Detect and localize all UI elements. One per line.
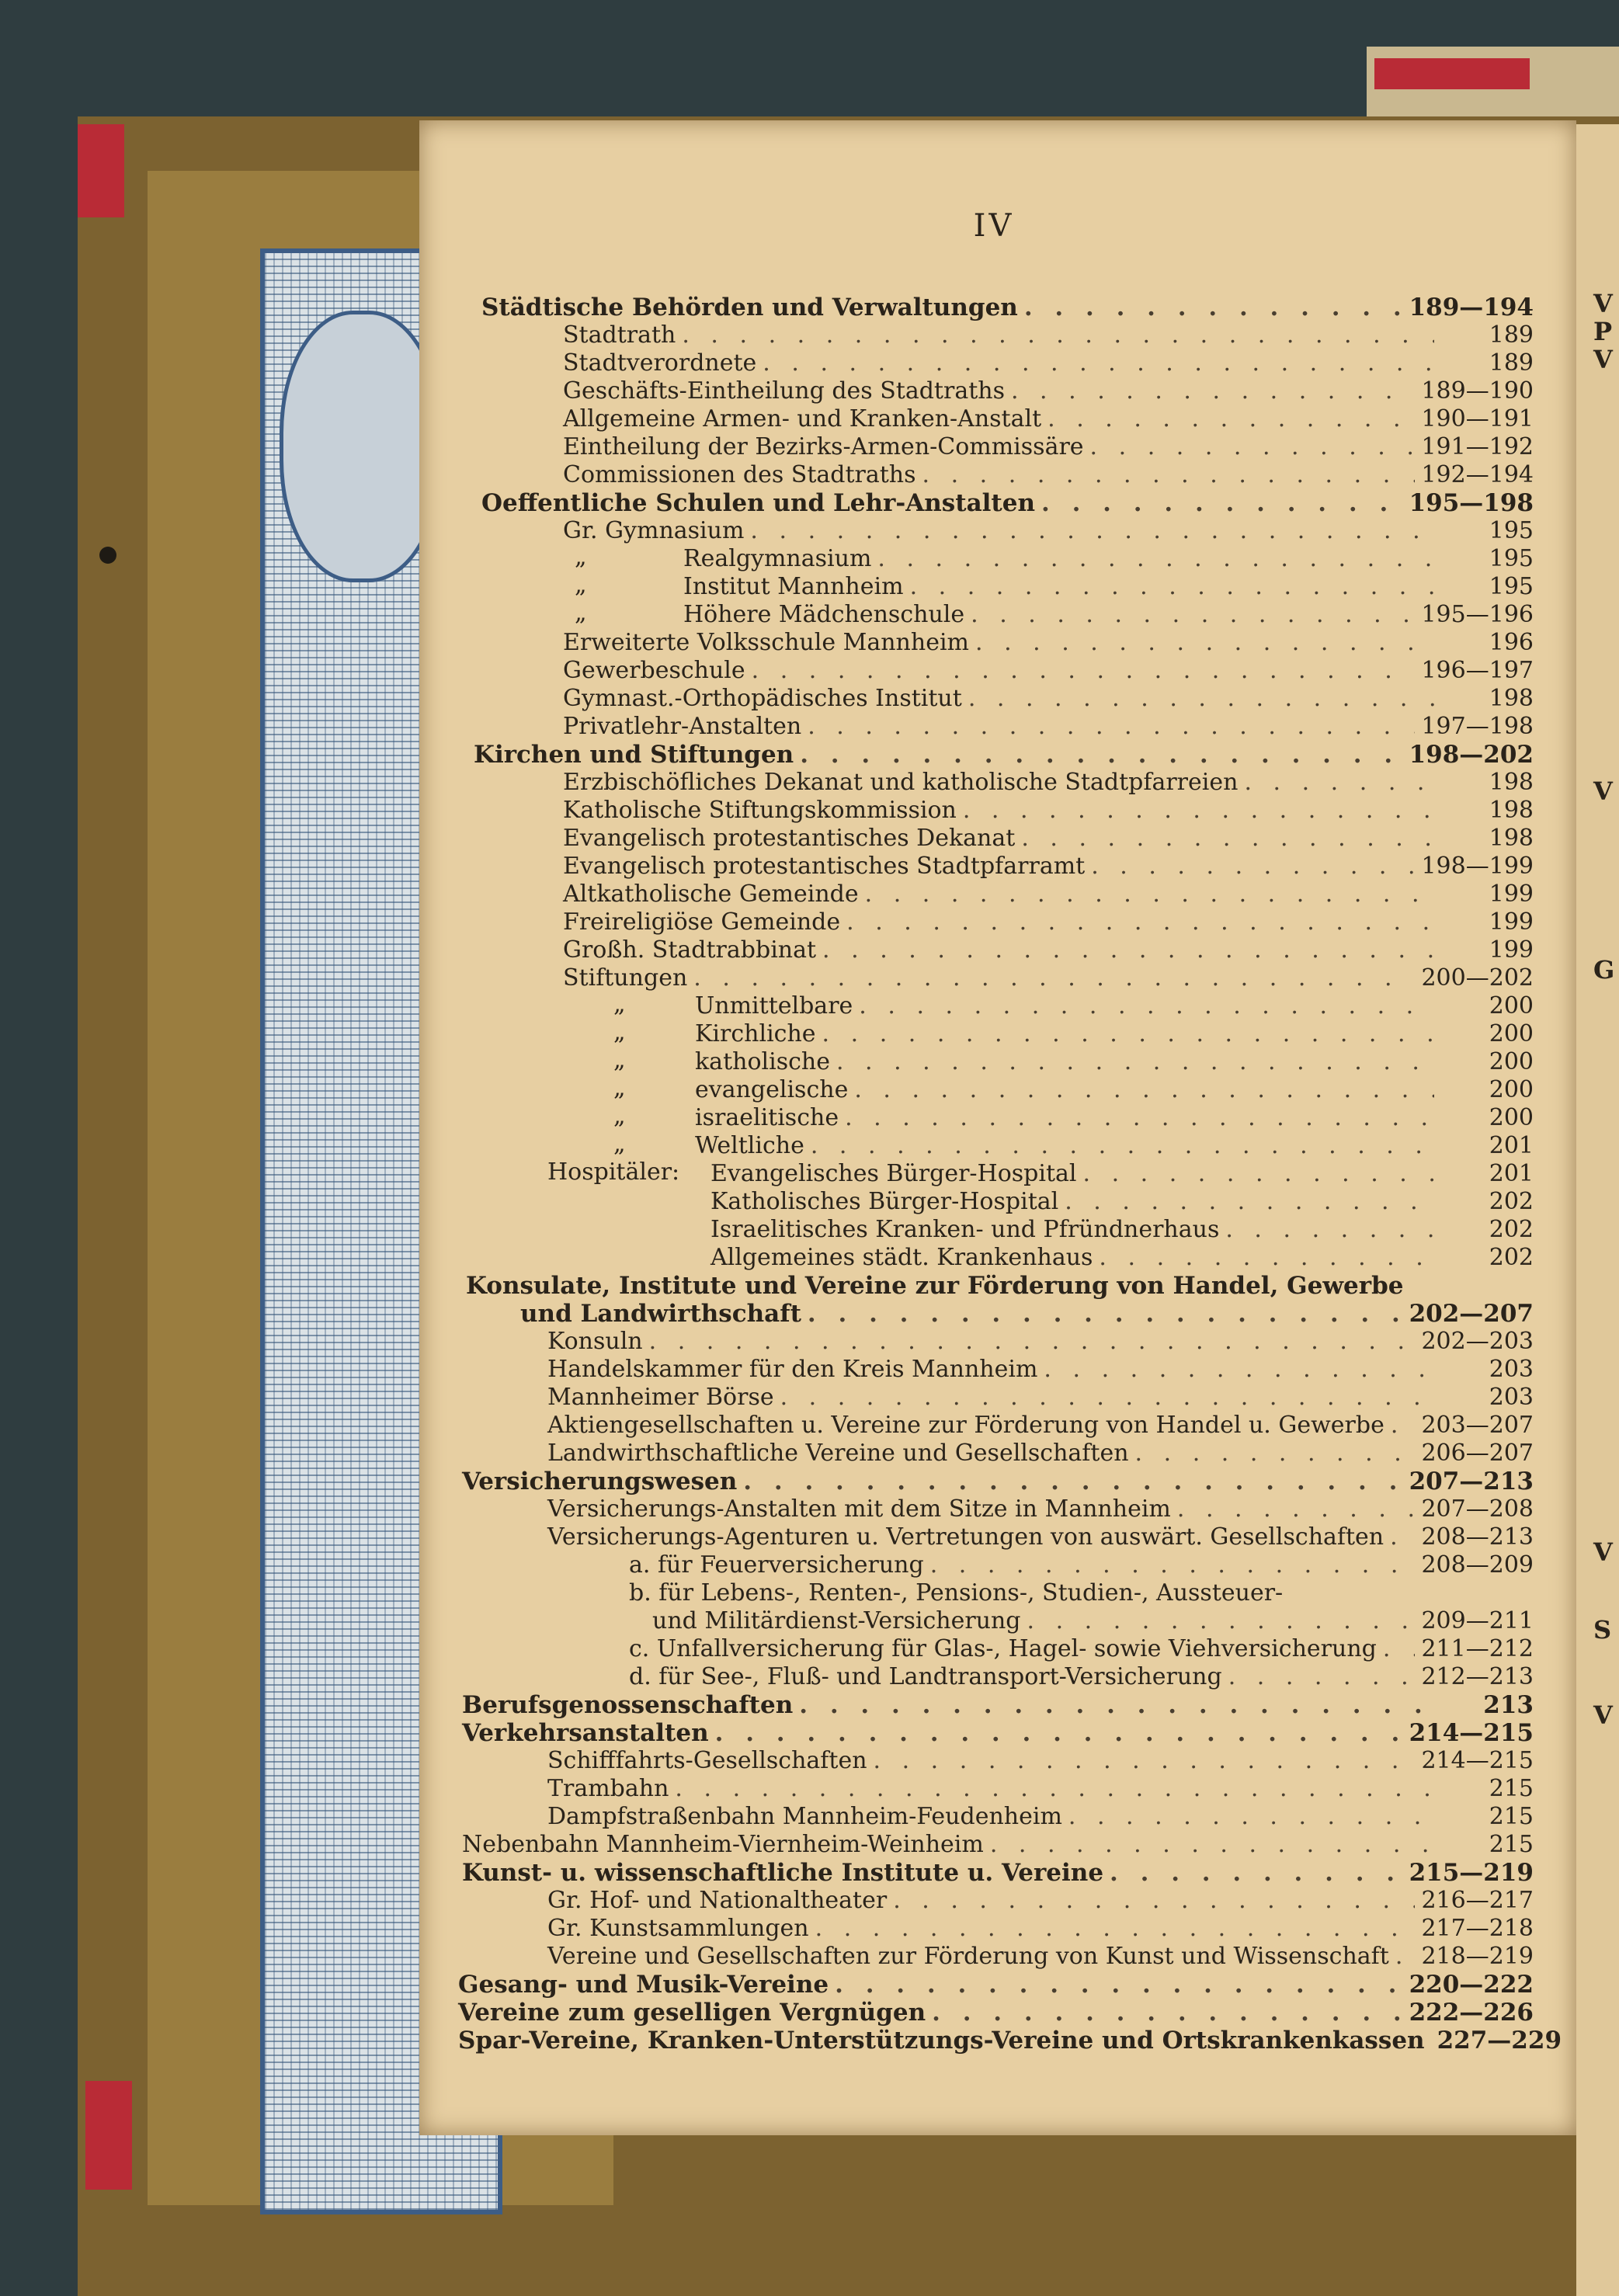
toc-entry-label: Weltliche — [695, 1132, 804, 1159]
toc-entry-label: israelitische — [695, 1104, 839, 1131]
toc-entry-pages: 198 — [1489, 685, 1534, 712]
dot-leader — [1047, 405, 1415, 432]
toc-entry-label: Erzbischöfliches Dekanat und katholische Stadtpfarreien — [563, 769, 1239, 796]
dot-leader — [799, 1691, 1434, 1719]
toc-row — [481, 294, 1534, 321]
toc-entry-label: Gymnast.-Orthopädisches Institut — [563, 685, 962, 712]
dot-leader — [1244, 769, 1434, 796]
toc-row — [547, 1747, 1534, 1775]
toc-row — [563, 405, 1534, 433]
toc-entry-pages: 217—218 — [1421, 1915, 1534, 1942]
toc-row — [563, 657, 1534, 685]
toc-row — [474, 741, 1534, 769]
dot-leader — [930, 1551, 1416, 1579]
toc-row — [563, 881, 1534, 908]
toc-entry-pages: 216—217 — [1421, 1887, 1534, 1914]
toc-entry-label: Katholisches Bürger-Hospital — [710, 1188, 1059, 1215]
toc-entry-label: Stiftungen — [563, 964, 688, 992]
toc-entry-pages: 199 — [1489, 936, 1534, 964]
toc-entry-label: c. Unfallversicherung für Glas-, Hagel- sowie Viehversicherung — [629, 1635, 1377, 1662]
dot-leader — [1391, 1412, 1416, 1439]
dot-leader — [1177, 1495, 1416, 1523]
dot-leader — [859, 992, 1434, 1019]
toc-entry-label: Versicherungs-Agenturen u. Vertretungen von auswärt. Gesellschaften — [547, 1523, 1384, 1551]
toc-entry-pages: 200 — [1489, 1020, 1534, 1047]
dot-leader — [1024, 294, 1403, 321]
toc-row — [629, 1663, 1534, 1691]
dot-leader — [1021, 825, 1434, 852]
toc-row — [547, 1775, 1534, 1803]
toc-entry-label: Vereine zum geselligen Vergnügen — [458, 1999, 926, 2027]
dot-leader — [743, 1468, 1402, 1495]
toc-entry-marker: „ — [613, 1103, 626, 1130]
dot-leader — [1110, 1859, 1403, 1887]
toc-row — [563, 908, 1534, 936]
toc-entry-pages: 189—190 — [1421, 377, 1534, 405]
dot-leader — [874, 1747, 1416, 1774]
toc-entry-label: Kunst- u. wissenschaftliche Institute u. Vereine — [462, 1859, 1104, 1887]
toc-entry-pages: 208—209 — [1421, 1551, 1534, 1579]
toc-row — [695, 1076, 1534, 1104]
dot-leader — [750, 517, 1434, 544]
dot-leader — [811, 1132, 1434, 1159]
toc-entry-pages: 214—215 — [1409, 1719, 1534, 1747]
facing-page-letter: V — [1593, 1700, 1613, 1730]
toc-row — [563, 797, 1534, 825]
toc-entry-pages: 200 — [1489, 1048, 1534, 1075]
toc-row — [462, 1719, 1534, 1747]
toc-row — [710, 1244, 1534, 1272]
toc-row — [710, 1160, 1534, 1188]
toc-row — [547, 1440, 1534, 1468]
toc-entry-label: Versicherungs-Anstalten mit dem Sitze in Mannheim — [547, 1495, 1171, 1523]
dot-leader — [1225, 1216, 1434, 1243]
facing-page-letter: V — [1593, 776, 1613, 806]
toc-entry-pages: 200 — [1489, 1076, 1534, 1103]
toc-entry-pages: 197—198 — [1421, 713, 1534, 740]
toc-entry-label: Mannheimer Börse — [547, 1384, 774, 1411]
toc-row — [547, 1943, 1534, 1971]
toc-entry-label: Commissionen des Stadtraths — [563, 461, 916, 488]
toc-entry-pages: 209—211 — [1421, 1607, 1534, 1634]
toc-entry-pages: 207—208 — [1421, 1495, 1534, 1523]
toc-entry-label: Vereine und Gesellschaften zur Förderung von Kunst und Wissenschaft — [547, 1943, 1389, 1970]
toc-row — [481, 489, 1534, 517]
dot-leader — [910, 573, 1434, 600]
dot-leader — [845, 1104, 1434, 1131]
toc-entry-pages: 190—191 — [1421, 405, 1534, 432]
toc-entry-pages: 200 — [1489, 1104, 1534, 1131]
toc-entry-label: und Militärdienst-Versicherung — [652, 1607, 1021, 1634]
toc-entry-label: evangelische — [695, 1076, 849, 1103]
toc-row — [710, 1216, 1534, 1244]
toc-entry-pages: 198—202 — [1409, 741, 1534, 769]
toc-row — [563, 685, 1534, 713]
dot-leader — [649, 1328, 1416, 1355]
toc-row — [563, 517, 1534, 545]
dot-leader — [822, 936, 1434, 964]
dot-leader — [808, 1300, 1403, 1328]
toc-entry-label: Freireligiöse Gemeinde — [563, 908, 841, 936]
toc-row — [629, 1635, 1534, 1663]
toc-entry-label: und Landwirthschaft — [520, 1300, 801, 1328]
toc-entry-label: Privatlehr-Anstalten — [563, 713, 802, 740]
toc-entry-label: Stadtrath — [563, 321, 676, 349]
toc-row — [695, 1132, 1534, 1160]
toc-entry-pages: 206—207 — [1421, 1440, 1534, 1467]
toc-entry-pages: 195 — [1489, 517, 1534, 544]
toc-entry-pages: 215—219 — [1409, 1859, 1534, 1887]
toc-row — [563, 964, 1534, 992]
toc-entry-pages: 195—196 — [1421, 601, 1534, 628]
toc-row — [629, 1551, 1534, 1579]
dot-leader — [932, 1999, 1402, 2027]
toc-entry-label: Spar-Vereine, Kranken-Unterstützungs-Vereine und Ortskrankenkassen — [458, 2027, 1425, 2055]
toc-entry-label: a. für Feuerversicherung — [629, 1551, 924, 1579]
dot-leader — [763, 349, 1434, 377]
toc-entry-label: Verkehrsanstalten — [462, 1719, 709, 1747]
dot-leader — [971, 601, 1415, 628]
toc-row — [520, 1300, 1534, 1328]
toc-row — [458, 1999, 1534, 2027]
toc-entry-label: Konsuln — [547, 1328, 643, 1355]
toc-entry-marker: „ — [575, 544, 587, 571]
toc-entry-pages: 203 — [1489, 1356, 1534, 1383]
toc-row — [547, 1384, 1534, 1412]
toc-entry-label: Landwirthschaftliche Vereine und Gesellschaften — [547, 1440, 1129, 1467]
toc-entry-label: Evangelisches Bürger-Hospital — [710, 1160, 1077, 1187]
dot-leader — [1383, 1635, 1416, 1662]
toc-entry-pages: 196 — [1489, 629, 1534, 656]
toc-row — [563, 825, 1534, 853]
dot-leader — [1099, 1244, 1434, 1271]
dot-leader — [780, 1384, 1434, 1411]
dot-leader — [1011, 377, 1415, 405]
dot-leader — [893, 1887, 1415, 1914]
toc-row — [563, 461, 1534, 489]
dot-leader — [1083, 1160, 1434, 1187]
toc-row — [547, 1356, 1534, 1384]
toc-entry-pages: 199 — [1489, 908, 1534, 936]
toc-entry-pages: 189—194 — [1409, 294, 1534, 321]
dot-leader — [968, 685, 1434, 712]
toc-row — [563, 433, 1534, 461]
facing-page-letter: P — [1593, 317, 1613, 346]
toc-entry-label: Katholische Stiftungskommission — [563, 797, 957, 824]
dot-leader — [963, 797, 1434, 824]
toc-row — [563, 769, 1534, 797]
toc-entry-pages: 203 — [1489, 1384, 1534, 1411]
toc-row — [695, 1020, 1534, 1048]
toc-row — [458, 2027, 1562, 2055]
toc-row — [547, 1887, 1534, 1915]
toc-entry-marker: „ — [613, 1131, 626, 1158]
toc-entry-pages: 220—222 — [1409, 1971, 1534, 1999]
toc-entry-pages: 202 — [1489, 1216, 1534, 1243]
toc-entry-pages: 212—213 — [1421, 1663, 1534, 1690]
toc-entry-pages: 198—199 — [1421, 853, 1534, 880]
toc-entry-label: Israelitisches Kranken- und Pfründnerhaus — [710, 1216, 1220, 1243]
toc-entry-label: Gesang- und Musik-Vereine — [458, 1971, 829, 1999]
toc-entry-pages: 198 — [1489, 825, 1534, 852]
dot-leader — [1065, 1188, 1434, 1215]
toc-row — [563, 349, 1534, 377]
toc-entry-pages: 213 — [1483, 1691, 1534, 1719]
toc-row — [563, 853, 1534, 881]
toc-entry-label: Altkatholische Gemeinde — [563, 881, 859, 908]
toc-entry-pages: 211—212 — [1421, 1635, 1534, 1662]
toc-entry-pages: 192—194 — [1421, 461, 1534, 488]
toc-row — [683, 601, 1534, 629]
toc-entry-pages: 202—203 — [1421, 1328, 1534, 1355]
dot-leader — [1041, 489, 1403, 517]
toc-entry-label: Erweiterte Volksschule Mannheim — [563, 629, 969, 656]
toc-row — [695, 1104, 1534, 1132]
toc-row — [710, 1188, 1534, 1216]
toc-entry-pages: 202 — [1489, 1188, 1534, 1215]
toc-entry-label: Konsulate, Institute und Vereine zur Förderung von Handel, Gewerbe — [466, 1272, 1404, 1300]
dot-leader — [682, 321, 1434, 349]
dot-leader — [752, 657, 1416, 684]
dot-leader — [815, 1915, 1416, 1942]
dot-leader — [1044, 1356, 1434, 1383]
toc-entry-marker: Hospitäler: — [547, 1158, 680, 1186]
toc-entry-label: Evangelisch protestantisches Stadtpfarramt — [563, 853, 1086, 880]
toc-entry-pages: 195 — [1489, 573, 1534, 600]
dot-leader — [1090, 433, 1416, 460]
toc-entry-pages: 201 — [1489, 1132, 1534, 1159]
toc-entry-pages: 191—192 — [1421, 433, 1534, 460]
toc-entry-label: Dampfstraßenbahn Mannheim-Feudenheim — [547, 1803, 1062, 1830]
dot-leader — [800, 741, 1402, 769]
toc-entry-label: Oeffentliche Schulen und Lehr-Anstalten — [481, 489, 1036, 517]
facing-page-letter: V — [1593, 1537, 1613, 1567]
toc-row — [695, 1048, 1534, 1076]
toc-entry-pages: 201 — [1489, 1160, 1534, 1187]
toc-row — [547, 1495, 1534, 1523]
toc-entry-pages: 189 — [1489, 349, 1534, 377]
toc-row — [563, 713, 1534, 741]
toc-entry-label: Aktiengesellschaften u. Vereine zur Förderung von Handel u. Gewerbe — [547, 1412, 1384, 1439]
toc-row — [547, 1523, 1534, 1551]
toc-entry-label: Großh. Stadtrabbinat — [563, 936, 817, 964]
toc-entry-label: Gewerbeschule — [563, 657, 745, 684]
toc-entry-label: Höhere Mädchenschule — [683, 601, 965, 628]
toc-entry-pages: 214—215 — [1421, 1747, 1534, 1774]
toc-entry-label: Handelskammer für den Kreis Mannheim — [547, 1356, 1038, 1383]
toc-entry-label: Gr. Kunstsammlungen — [547, 1915, 809, 1942]
toc-row — [695, 992, 1534, 1020]
toc-row — [547, 1328, 1534, 1356]
toc-entry-pages: 202—207 — [1409, 1300, 1534, 1328]
toc-row — [466, 1272, 1534, 1300]
toc-row — [462, 1468, 1534, 1495]
toc-entry-marker: „ — [575, 571, 587, 599]
toc-entry-pages: 200 — [1489, 992, 1534, 1019]
toc-row — [652, 1607, 1534, 1635]
toc-entry-label: Schifffahrts-Gesellschaften — [547, 1747, 867, 1774]
toc-entry-marker: „ — [575, 599, 587, 627]
toc-entry-label: Gr. Hof- und Nationaltheater — [547, 1887, 888, 1914]
toc-entry-pages: 215 — [1489, 1775, 1534, 1802]
toc-entry-pages: 199 — [1489, 881, 1534, 908]
toc-entry-pages: 200—202 — [1421, 964, 1534, 992]
toc-row — [683, 545, 1534, 573]
toc-entry-pages: 222—226 — [1409, 1999, 1534, 2027]
dot-leader — [808, 713, 1415, 740]
toc-entry-label: Geschäfts-Eintheilung des Stadtraths — [563, 377, 1005, 405]
toc-row — [563, 377, 1534, 405]
toc-row — [458, 1971, 1534, 1999]
dot-leader — [675, 1775, 1434, 1802]
toc-entry-pages: 189 — [1489, 321, 1534, 349]
dot-leader — [835, 1971, 1402, 1999]
toc-entry-label: Stadtverordnete — [563, 349, 757, 377]
dot-leader — [975, 629, 1434, 656]
dot-leader — [1027, 1607, 1416, 1634]
toc-entry-pages: 195 — [1489, 545, 1534, 572]
toc-entry-label: Eintheilung der Bezirks-Armen-Commissäre — [563, 433, 1084, 460]
toc-entry-label: Evangelisch protestantisches Dekanat — [563, 825, 1016, 852]
toc-row — [462, 1831, 1534, 1859]
toc-entry-label: b. für Lebens-, Renten-, Pensions-, Studien-, Aussteuer- — [629, 1579, 1284, 1607]
dot-leader — [922, 461, 1416, 488]
toc-entry-label: Kirchliche — [695, 1020, 816, 1047]
dot-leader — [693, 964, 1415, 992]
toc-entry-label: Unmittelbare — [695, 992, 853, 1019]
dot-leader — [1228, 1663, 1416, 1690]
toc-entry-pages: 202 — [1489, 1244, 1534, 1271]
toc-entry-label: Trambahn — [547, 1775, 669, 1802]
toc-entry-label: katholische — [695, 1048, 830, 1075]
dot-leader — [1390, 1523, 1415, 1551]
toc-row — [462, 1691, 1534, 1719]
toc-entry-label: Städtische Behörden und Verwaltungen — [481, 294, 1018, 321]
toc-entry-pages: 198 — [1489, 797, 1534, 824]
toc-entry-label: Allgemeine Armen- und Kranken-Anstalt — [563, 405, 1042, 432]
toc-entry-label: Versicherungswesen — [462, 1468, 738, 1495]
toc-entry-label: Berufsgenossenschaften — [462, 1691, 794, 1719]
dot-leader — [715, 1719, 1403, 1747]
toc-entry-pages: 215 — [1489, 1831, 1534, 1858]
page-number: IV — [973, 208, 1015, 244]
facing-page-letter: V — [1593, 345, 1613, 374]
facing-page-letter: V — [1593, 289, 1613, 318]
toc-row — [629, 1579, 1534, 1607]
toc-entry-label: Institut Mannheim — [683, 573, 904, 600]
toc-entry-pages: 198 — [1489, 769, 1534, 796]
toc-entry-marker: „ — [613, 1047, 626, 1074]
toc-entry-pages: 195—198 — [1409, 489, 1534, 517]
dot-leader — [846, 908, 1434, 936]
toc-entry-label: d. für See-, Fluß- und Landtransport-Versicherung — [629, 1663, 1222, 1690]
dot-leader — [1395, 1943, 1416, 1970]
dot-leader — [1091, 853, 1415, 880]
dot-leader — [854, 1076, 1434, 1103]
toc-row — [547, 1915, 1534, 1943]
toc-entry-label: Allgemeines städt. Krankenhaus — [710, 1244, 1093, 1271]
toc-entry-pages: 215 — [1489, 1803, 1534, 1830]
toc-entry-label: Gr. Gymnasium — [563, 517, 745, 544]
toc-entry-marker: „ — [613, 1075, 626, 1102]
dot-leader — [836, 1048, 1434, 1075]
toc-entry-label: Realgymnasium — [683, 545, 872, 572]
toc-entry-pages: 227—229 — [1437, 2027, 1562, 2055]
toc-entry-pages: 203—207 — [1421, 1412, 1534, 1439]
toc-row — [563, 321, 1534, 349]
toc-entry-pages: 196—197 — [1421, 657, 1534, 684]
toc-row — [683, 573, 1534, 601]
toc-entry-label: Nebenbahn Mannheim-Viernheim-Weinheim — [462, 1831, 984, 1858]
facing-page-letter: G — [1593, 955, 1615, 985]
dot-leader — [822, 1020, 1434, 1047]
toc-row — [547, 1803, 1534, 1831]
toc-entry-pages: 207—213 — [1409, 1468, 1534, 1495]
toc-row — [462, 1859, 1534, 1887]
toc-entry-marker: „ — [613, 1019, 626, 1046]
toc-entry-label: Kirchen und Stiftungen — [474, 741, 794, 769]
dot-leader — [1135, 1440, 1416, 1467]
toc-row — [547, 1412, 1534, 1440]
toc-row — [563, 629, 1534, 657]
dot-leader — [877, 545, 1434, 572]
dot-leader — [865, 881, 1434, 908]
dot-leader — [1068, 1803, 1434, 1830]
toc-entry-pages: 218—219 — [1421, 1943, 1534, 1970]
toc-row — [563, 936, 1534, 964]
dot-leader — [990, 1831, 1434, 1858]
facing-page-letter: S — [1593, 1615, 1612, 1645]
toc-entry-pages: 208—213 — [1421, 1523, 1534, 1551]
toc-entry-marker: „ — [613, 991, 626, 1018]
